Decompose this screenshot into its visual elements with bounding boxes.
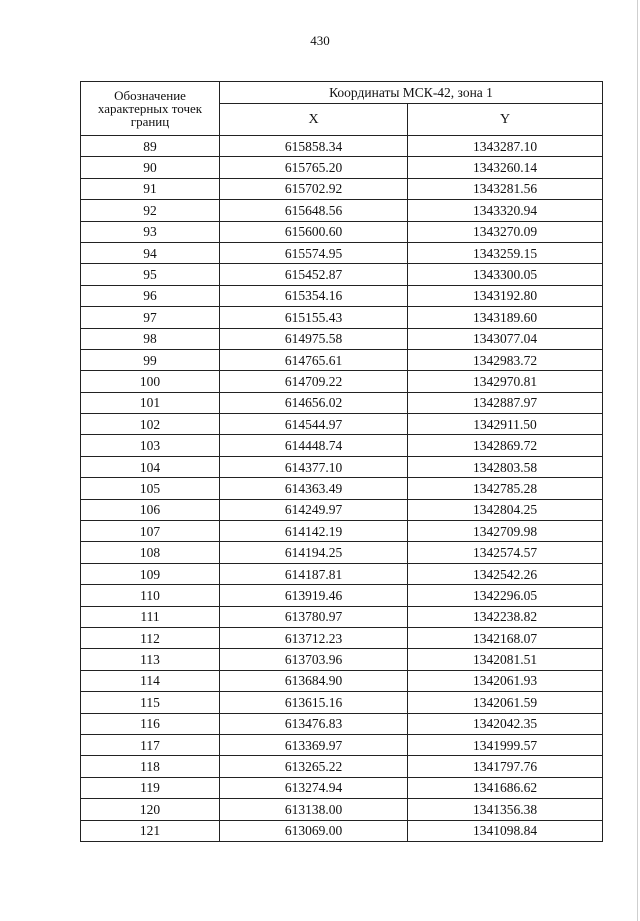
y-coordinate-cell: 1343287.10 <box>408 136 603 157</box>
x-coordinate-cell: 615648.56 <box>220 200 408 221</box>
point-id-cell: 89 <box>81 136 220 157</box>
point-label-header: Обозначение характерных точек границ <box>81 82 220 136</box>
coordinates-group-header: Координаты МСК-42, зона 1 <box>220 82 603 104</box>
table-row <box>81 178 603 199</box>
x-coordinate-cell: 615155.43 <box>220 307 408 328</box>
x-coordinate-cell: 614194.25 <box>220 542 408 563</box>
y-coordinate-cell: 1342911.50 <box>408 414 603 435</box>
point-id-cell: 115 <box>81 692 220 713</box>
x-coordinate-cell: 613712.23 <box>220 627 408 648</box>
y-coordinate-cell: 1342983.72 <box>408 349 603 370</box>
point-id-cell: 117 <box>81 734 220 755</box>
y-coordinate-cell: 1342804.25 <box>408 499 603 520</box>
point-id-cell: 92 <box>81 200 220 221</box>
coordinates-table <box>80 81 603 842</box>
y-coordinate-cell: 1342542.26 <box>408 563 603 584</box>
x-coordinate-cell: 615765.20 <box>220 157 408 178</box>
point-id-cell: 113 <box>81 649 220 670</box>
table-row <box>81 264 603 285</box>
scan-edge-line <box>637 0 638 921</box>
point-id-cell: 106 <box>81 499 220 520</box>
y-coordinate-cell: 1342042.35 <box>408 713 603 734</box>
x-coordinate-cell: 615702.92 <box>220 178 408 199</box>
point-id-cell: 120 <box>81 799 220 820</box>
table-row <box>81 542 603 563</box>
point-id-cell: 100 <box>81 371 220 392</box>
point-id-cell: 108 <box>81 542 220 563</box>
y-coordinate-cell: 1342785.28 <box>408 478 603 499</box>
table-row <box>81 392 603 413</box>
point-id-cell: 105 <box>81 478 220 499</box>
table-row <box>81 307 603 328</box>
x-coordinate-cell: 614709.22 <box>220 371 408 392</box>
table-row <box>81 627 603 648</box>
y-coordinate-cell: 1342803.58 <box>408 456 603 477</box>
x-coordinate-cell: 613265.22 <box>220 756 408 777</box>
y-coordinate-cell: 1342061.59 <box>408 692 603 713</box>
table-row <box>81 200 603 221</box>
point-id-cell: 107 <box>81 521 220 542</box>
x-coordinate-cell: 613684.90 <box>220 670 408 691</box>
point-id-cell: 109 <box>81 563 220 584</box>
y-coordinate-cell: 1343260.14 <box>408 157 603 178</box>
point-id-cell: 99 <box>81 349 220 370</box>
table-row <box>81 734 603 755</box>
point-id-cell: 96 <box>81 285 220 306</box>
x-coordinate-cell: 615858.34 <box>220 136 408 157</box>
y-coordinate-cell: 1341098.84 <box>408 820 603 841</box>
x-coordinate-cell: 613069.00 <box>220 820 408 841</box>
point-id-cell: 102 <box>81 414 220 435</box>
x-coordinate-cell: 615354.16 <box>220 285 408 306</box>
point-id-cell: 94 <box>81 242 220 263</box>
point-id-cell: 114 <box>81 670 220 691</box>
table-row <box>81 478 603 499</box>
y-coordinate-cell: 1343189.60 <box>408 307 603 328</box>
table-row <box>81 499 603 520</box>
table-row <box>81 713 603 734</box>
table-row <box>81 157 603 178</box>
table-row <box>81 670 603 691</box>
table-row <box>81 756 603 777</box>
point-id-cell: 95 <box>81 264 220 285</box>
x-coordinate-cell: 614377.10 <box>220 456 408 477</box>
y-coordinate-cell: 1342238.82 <box>408 606 603 627</box>
table-row <box>81 692 603 713</box>
y-coordinate-cell: 1341356.38 <box>408 799 603 820</box>
point-id-cell: 119 <box>81 777 220 798</box>
point-id-cell: 97 <box>81 307 220 328</box>
x-coordinate-cell: 613703.96 <box>220 649 408 670</box>
table-row <box>81 606 603 627</box>
y-coordinate-cell: 1343320.94 <box>408 200 603 221</box>
y-coordinate-cell: 1343259.15 <box>408 242 603 263</box>
x-coordinate-cell: 613369.97 <box>220 734 408 755</box>
point-id-cell: 90 <box>81 157 220 178</box>
table-row <box>81 820 603 841</box>
table-row <box>81 285 603 306</box>
x-coordinate-cell: 614363.49 <box>220 478 408 499</box>
y-coordinate-cell: 1343192.80 <box>408 285 603 306</box>
point-id-cell: 118 <box>81 756 220 777</box>
point-id-cell: 110 <box>81 585 220 606</box>
y-coordinate-cell: 1342574.57 <box>408 542 603 563</box>
x-coordinate-cell: 614448.74 <box>220 435 408 456</box>
point-id-cell: 116 <box>81 713 220 734</box>
y-coordinate-cell: 1342061.93 <box>408 670 603 691</box>
x-coordinate-cell: 613615.16 <box>220 692 408 713</box>
y-coordinate-cell: 1343077.04 <box>408 328 603 349</box>
page-number: 430 <box>310 33 330 48</box>
y-coordinate-cell: 1342081.51 <box>408 649 603 670</box>
y-coordinate-cell: 1343281.56 <box>408 178 603 199</box>
point-id-cell: 121 <box>81 820 220 841</box>
point-id-cell: 98 <box>81 328 220 349</box>
table-row <box>81 349 603 370</box>
table-row <box>81 328 603 349</box>
table-row <box>81 649 603 670</box>
x-coordinate-cell: 614249.97 <box>220 499 408 520</box>
point-id-cell: 93 <box>81 221 220 242</box>
y-coordinate-cell: 1341999.57 <box>408 734 603 755</box>
y-column-header: Y <box>408 104 603 136</box>
point-id-cell: 104 <box>81 456 220 477</box>
x-coordinate-cell: 613274.94 <box>220 777 408 798</box>
table-row <box>81 563 603 584</box>
table-row <box>81 414 603 435</box>
x-coordinate-cell: 615452.87 <box>220 264 408 285</box>
point-id-cell: 91 <box>81 178 220 199</box>
x-coordinate-cell: 613476.83 <box>220 713 408 734</box>
y-coordinate-cell: 1343300.05 <box>408 264 603 285</box>
table-row <box>81 799 603 820</box>
point-id-cell: 103 <box>81 435 220 456</box>
y-coordinate-cell: 1343270.09 <box>408 221 603 242</box>
table-row <box>81 521 603 542</box>
y-coordinate-cell: 1341686.62 <box>408 777 603 798</box>
y-coordinate-cell: 1342296.05 <box>408 585 603 606</box>
y-coordinate-cell: 1341797.76 <box>408 756 603 777</box>
x-coordinate-cell: 614765.61 <box>220 349 408 370</box>
x-coordinate-cell: 613919.46 <box>220 585 408 606</box>
table-row <box>81 435 603 456</box>
x-coordinate-cell: 614142.19 <box>220 521 408 542</box>
table-row <box>81 371 603 392</box>
table-header <box>81 82 603 136</box>
y-coordinate-cell: 1342709.98 <box>408 521 603 542</box>
point-id-cell: 101 <box>81 392 220 413</box>
x-coordinate-cell: 614656.02 <box>220 392 408 413</box>
x-coordinate-cell: 613138.00 <box>220 799 408 820</box>
y-coordinate-cell: 1342168.07 <box>408 627 603 648</box>
point-id-cell: 111 <box>81 606 220 627</box>
point-id-cell: 112 <box>81 627 220 648</box>
x-coordinate-cell: 615600.60 <box>220 221 408 242</box>
y-coordinate-cell: 1342869.72 <box>408 435 603 456</box>
x-coordinate-cell: 615574.95 <box>220 242 408 263</box>
table-row <box>81 585 603 606</box>
table-row <box>81 242 603 263</box>
x-coordinate-cell: 613780.97 <box>220 606 408 627</box>
x-coordinate-cell: 614544.97 <box>220 414 408 435</box>
coordinates-table-container <box>80 81 602 842</box>
table-row <box>81 136 603 157</box>
table-row <box>81 456 603 477</box>
x-coordinate-cell: 614187.81 <box>220 563 408 584</box>
table-body <box>81 136 603 842</box>
y-coordinate-cell: 1342970.81 <box>408 371 603 392</box>
y-coordinate-cell: 1342887.97 <box>408 392 603 413</box>
x-coordinate-cell: 614975.58 <box>220 328 408 349</box>
table-row <box>81 777 603 798</box>
table-row <box>81 221 603 242</box>
x-column-header: X <box>220 104 408 136</box>
